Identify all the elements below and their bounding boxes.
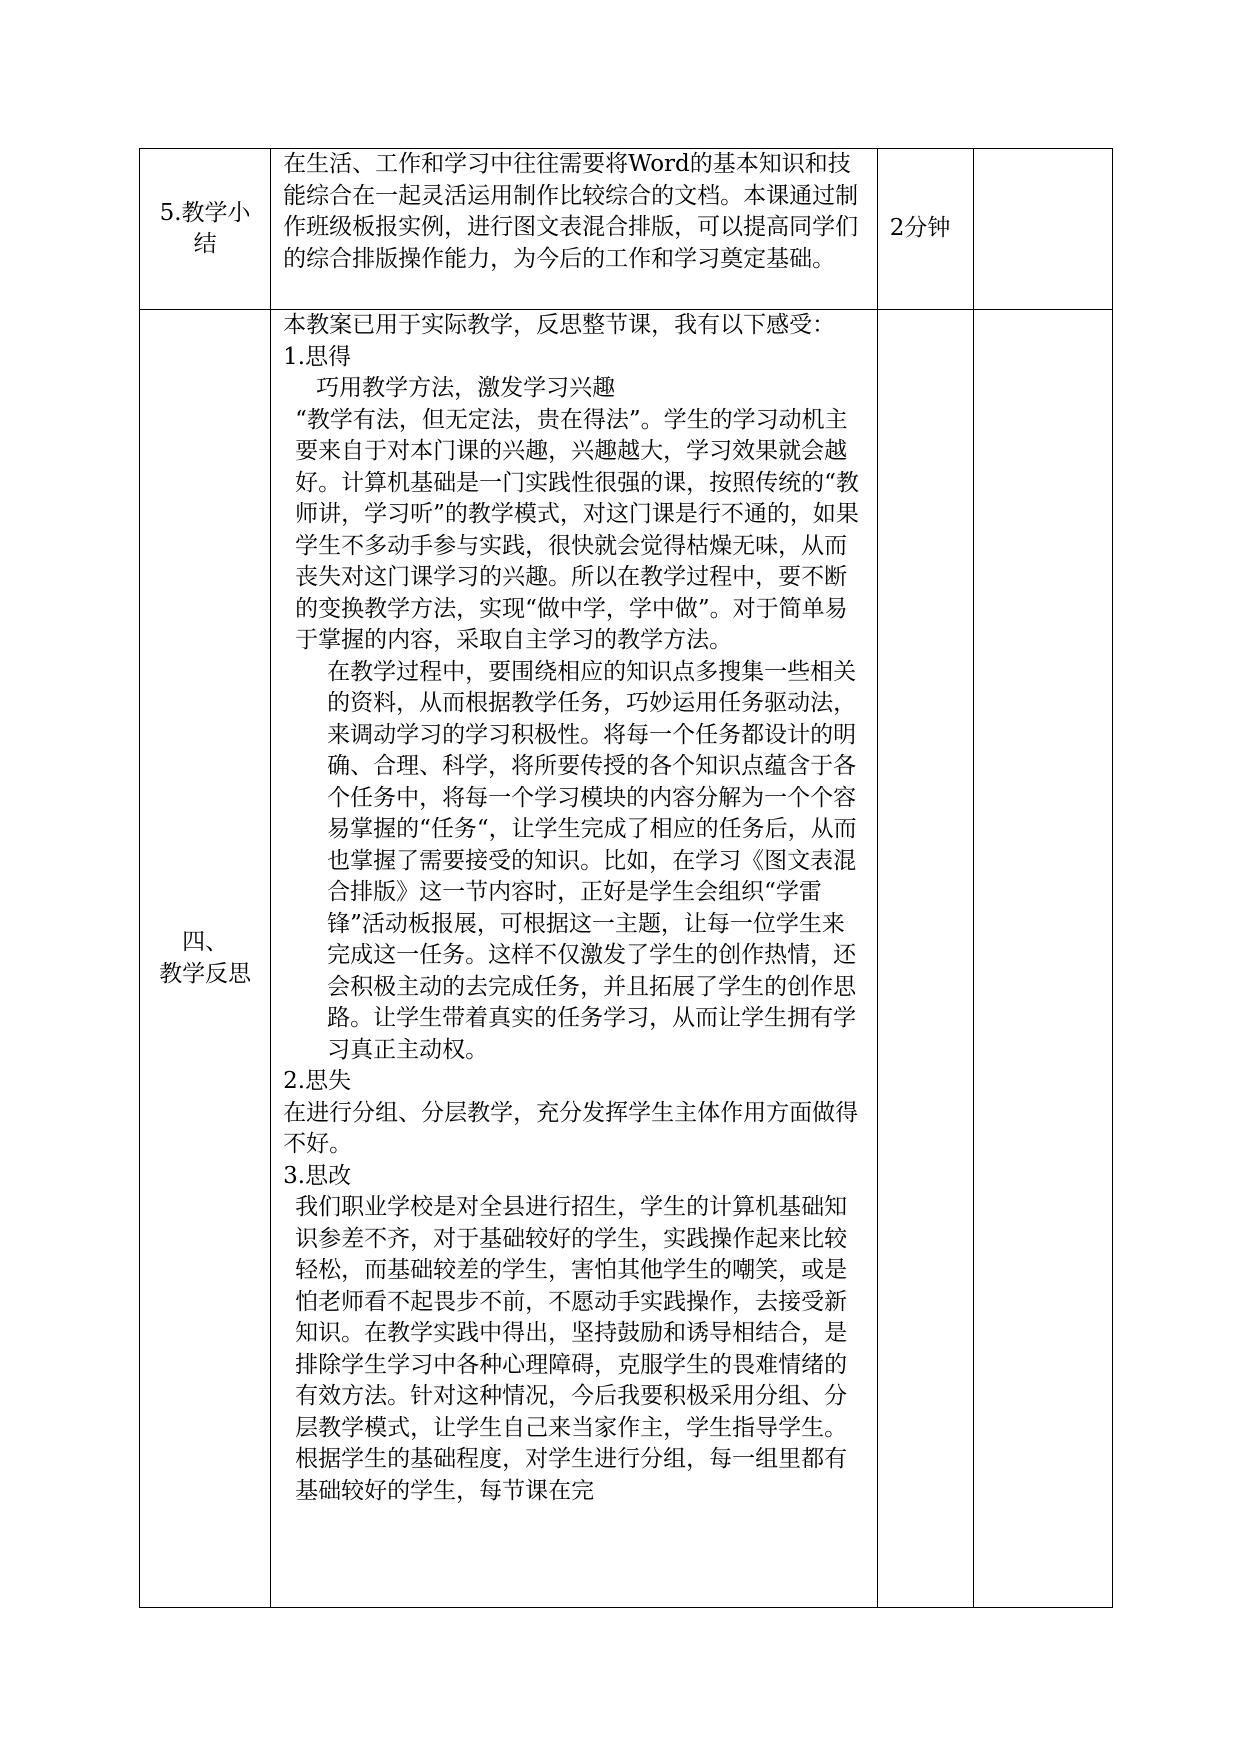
reflection-label-line1: 四、: [182, 929, 229, 955]
reflection-paragraph-improve: 我们职业学校是对全县进行招生，学生的计算机基础知识参差不齐，对于基础较好的学生，实践操作起来比较轻松，而基础较差的学生，害怕其他学生的嘲笑，或是怕老师看不起畏步不前，不愿动手实践操作，去接受新知识。在教学实践中得出，坚持鼓励和诱导相结合，是排除学生学习中各种心理障碍，克服学生的畏难情绪的有效方法。针对这种情况，今后我要积极采用分组、分层教学模式，让学生自己来当家作主，学生指导学生。根据学生的基础程度，对学生进行分组，每一组里都有基础较好的学生，每节课在完: [295, 1194, 848, 1504]
reflection-heading-gains: 1.思得: [283, 343, 352, 370]
summary-extra-cell: [973, 149, 1112, 310]
reflection-label-cell: [140, 310, 271, 1608]
reflection-row: [140, 310, 1113, 1608]
summary-label: 5.教学小结: [159, 199, 251, 257]
reflection-paragraph-tasks: 在教学过程中，要围绕相应的知识点多搜集一些相关的资料，从而根据教学任务，巧妙运用任务驱动法，来调动学习的学习积极性。将每一个任务都设计的明确、合理、科学，将所要传授的各个知识点蕴含于各个任务中，将每一个学习模块的内容分解为一个个容易掌握的“任务“，让学生完成了相应的任务后，从而也掌握了需要接受的知识。比如，在学习《图文表混合排版》这一节内容时，正好是学生会组织“学雷锋”活动板报展，可根据这一主题，让每一位学生来完成这一任务。这样不仅激发了学生的创作热情，还会积极主动的去完成任务，并且拓展了学生的创作思路。让学生带着真实的任务学习，从而让学生拥有学习真正主动权。: [327, 658, 857, 1063]
summary-time: 2分钟: [889, 215, 951, 242]
summary-time-cell: [877, 149, 973, 310]
reflection-time-cell: [877, 310, 973, 1608]
summary-row: [140, 149, 1113, 310]
reflection-heading-losses: 2.思失: [283, 1068, 352, 1094]
reflection-heading-improve: 3.思改: [283, 1162, 352, 1189]
summary-label-cell: [140, 149, 271, 310]
reflection-label-line2: 教学反思: [159, 960, 252, 987]
reflection-intro: 本教案已用于实际教学，反思整节课，我有以下感受：: [283, 312, 836, 338]
lesson-plan-table: [139, 148, 1113, 1608]
reflection-extra-cell: [973, 310, 1112, 1608]
reflection-paragraph-losses: 在进行分组、分层教学，充分发挥学生主体作用方面做得不好。: [283, 1099, 859, 1157]
reflection-content-cell: [271, 310, 878, 1608]
reflection-subheading: 巧用教学方法，激发学习兴趣: [316, 375, 616, 401]
reflection-paragraph-methods: “教学有法，但无定法，贵在得法”。学生的学习动机主要来自于对本门课的兴趣，兴趣越大，学习效果就会越好。计算机基础是一门实践性很强的课，按照传统的“教师讲，学习听”的教学模式，对这门课是行不通的，如果学生不多动手参与实践，很快就会觉得枯燥无味，从而丧失对这门课学习的兴趣。所以在教学过程中，要不断的变换教学方法，实现“做中学，学中做”。对于简单易于掌握的内容，采取自主学习的教学方法。: [295, 406, 859, 653]
summary-content-cell: [271, 149, 878, 310]
summary-content: 在生活、工作和学习中往往需要将Word的基本知识和技能综合在一起灵活运用制作比较综合的文档。本课通过制作班级板报实例，进行图文表混合排版，可以提高同学们的综合排版操作能力，为今后的工作和学习奠定基础。: [283, 151, 859, 272]
